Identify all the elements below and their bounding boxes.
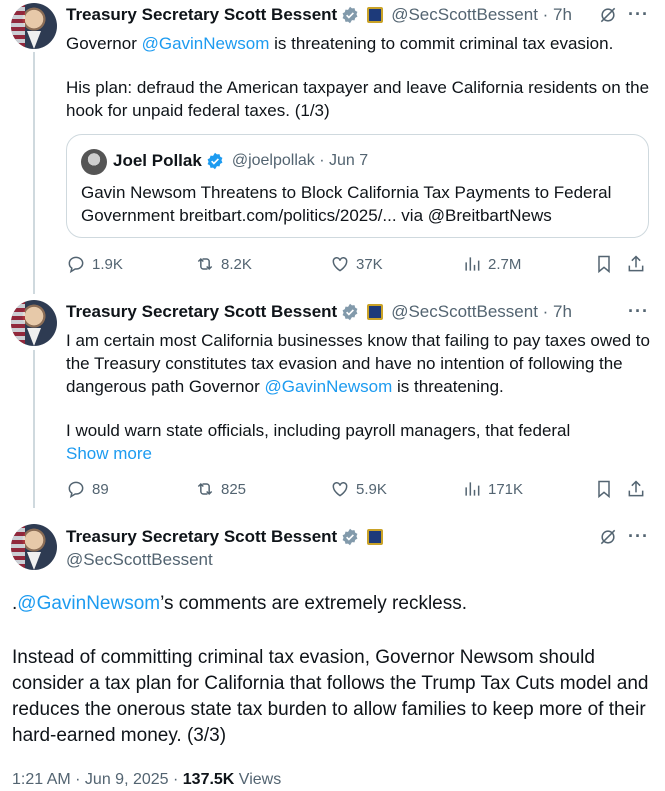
mention-link[interactable]: @GavinNewsom bbox=[141, 34, 270, 53]
text-segment: . bbox=[12, 593, 18, 614]
tweet-header bbox=[66, 5, 572, 25]
treasury-seal-icon bbox=[367, 529, 383, 545]
reply-count: 89 bbox=[92, 480, 109, 498]
author-name[interactable]: Treasury Secretary Scott Bessent bbox=[66, 5, 338, 24]
quote-handle-time: @joelpollak · Jun 7 bbox=[231, 152, 369, 169]
views-icon bbox=[462, 254, 482, 274]
tweet-text-para: His plan: defraud the American taxpayer and leave California residents on the hook for unpaid federal taxes. (1/3) bbox=[66, 78, 650, 120]
action-bar bbox=[66, 479, 651, 501]
bookmark-button[interactable] bbox=[594, 254, 614, 274]
share-button[interactable] bbox=[626, 479, 646, 499]
text-segment: is threatening to commit criminal tax evasion. bbox=[269, 34, 614, 53]
repost-count: 825 bbox=[221, 480, 247, 498]
handle-time[interactable]: @SecScottBessent · 7h bbox=[391, 5, 572, 24]
views-button[interactable] bbox=[462, 254, 521, 274]
avatar[interactable] bbox=[11, 524, 57, 570]
repost-button[interactable] bbox=[195, 254, 252, 274]
like-icon bbox=[330, 479, 350, 499]
view-count: 137.5K bbox=[182, 771, 235, 788]
timestamp[interactable]: 1:21 AM · Jun 9, 2025 · bbox=[12, 771, 183, 788]
views-icon bbox=[462, 479, 482, 499]
thread-connector bbox=[33, 350, 35, 508]
views-button[interactable] bbox=[462, 479, 523, 499]
bookmark-icon bbox=[594, 479, 614, 499]
grok-icon[interactable] bbox=[598, 5, 618, 30]
mention-link[interactable]: @GavinNewsom bbox=[17, 593, 161, 614]
quote-avatar bbox=[81, 149, 107, 175]
treasury-seal-icon bbox=[367, 7, 383, 23]
quote-author-name: Joel Pollak bbox=[113, 151, 202, 170]
views-label: Views bbox=[234, 771, 282, 788]
more-icon[interactable]: ··· bbox=[628, 526, 649, 546]
verified-badge-icon bbox=[341, 303, 359, 321]
reply-button[interactable] bbox=[66, 254, 123, 274]
tweet-text bbox=[66, 329, 651, 398]
like-icon bbox=[330, 254, 350, 274]
main-tweet-text bbox=[12, 591, 652, 617]
share-button[interactable] bbox=[626, 254, 646, 274]
like-button[interactable] bbox=[330, 479, 387, 499]
share-icon bbox=[626, 479, 646, 499]
thread-connector bbox=[33, 52, 35, 294]
show-more-link[interactable]: Show more bbox=[66, 444, 152, 463]
tweet-meta bbox=[12, 771, 281, 789]
text-segment: I am certain most California businesses know that failing to pay taxes owed to the Treasury constitutes tax evasion and have no intention of following the dangerous path Governor bbox=[66, 331, 650, 396]
grok-icon[interactable] bbox=[598, 527, 618, 552]
text-segment: is threatening. bbox=[392, 377, 504, 396]
share-icon bbox=[626, 254, 646, 274]
view-count: 2.7M bbox=[488, 255, 522, 273]
avatar[interactable] bbox=[11, 300, 57, 346]
main-tweet-para: Instead of committing criminal tax evasion, Governor Newsom should consider a tax plan for California that follows the Trump Tax Cuts model and reduces the onerous state tax burden to allow families to keep more of their hard-earned money. (3/3) bbox=[12, 647, 649, 746]
repost-button[interactable] bbox=[195, 479, 246, 499]
repost-count: 8.2K bbox=[221, 255, 252, 273]
like-count: 5.9K bbox=[356, 480, 387, 498]
more-icon[interactable]: ··· bbox=[628, 301, 649, 321]
verified-badge-icon bbox=[206, 152, 224, 170]
repost-icon bbox=[195, 254, 215, 274]
action-bar bbox=[66, 254, 651, 276]
verified-badge-icon bbox=[341, 6, 359, 24]
view-count: 171K bbox=[488, 480, 524, 498]
handle[interactable]: @SecScottBessent bbox=[66, 550, 213, 569]
verified-badge-icon bbox=[341, 528, 359, 546]
avatar[interactable] bbox=[11, 3, 57, 49]
handle-time[interactable]: @SecScottBessent · 7h bbox=[391, 302, 572, 321]
tweet-header bbox=[66, 527, 383, 547]
author-name[interactable]: Treasury Secretary Scott Bessent bbox=[66, 302, 338, 321]
more-icon[interactable]: ··· bbox=[628, 4, 649, 24]
treasury-seal-icon bbox=[367, 304, 383, 320]
author-name[interactable]: Treasury Secretary Scott Bessent bbox=[66, 527, 338, 546]
quote-tweet-card[interactable] bbox=[66, 134, 649, 238]
mention-link[interactable]: @GavinNewsom bbox=[264, 377, 393, 396]
text-segment: Governor bbox=[66, 34, 142, 53]
text-segment: ’s comments are extremely reckless. bbox=[160, 593, 468, 614]
like-count: 37K bbox=[356, 255, 383, 273]
reply-icon bbox=[66, 479, 86, 499]
bookmark-icon bbox=[594, 254, 614, 274]
like-button[interactable] bbox=[330, 254, 383, 274]
tweet-header bbox=[66, 302, 572, 322]
tweet-text-para: I would warn state officials, including payroll managers, that federal bbox=[66, 421, 571, 440]
reply-count: 1.9K bbox=[92, 255, 123, 273]
reply-button[interactable] bbox=[66, 479, 109, 499]
quote-text: Gavin Newsom Threatens to Block California Tax Payments to Federal Government breitbart.com/politics/2025/... via @BreitbartNews bbox=[81, 183, 612, 225]
bookmark-button[interactable] bbox=[594, 479, 614, 499]
tweet-text bbox=[66, 32, 651, 55]
reply-icon bbox=[66, 254, 86, 274]
repost-icon bbox=[195, 479, 215, 499]
